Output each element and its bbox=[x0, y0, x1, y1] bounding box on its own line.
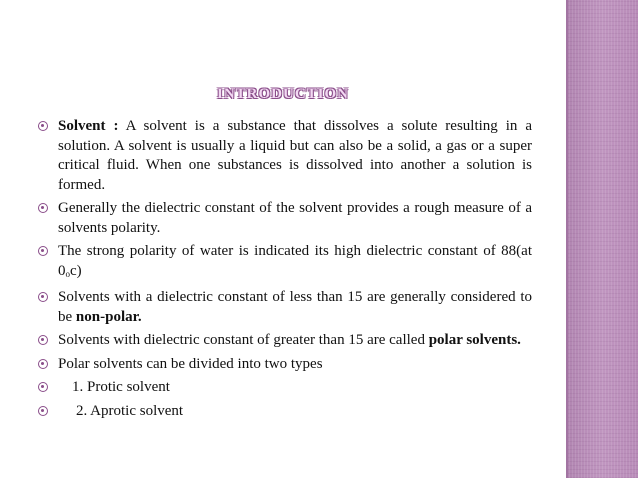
circle-bullet-icon bbox=[38, 335, 48, 345]
bullet-list bbox=[38, 117, 532, 425]
circle-bullet-icon bbox=[38, 203, 48, 213]
circle-bullet-icon bbox=[38, 246, 48, 256]
list-item-aprotic bbox=[38, 402, 532, 422]
bullet-body: Solvents with dielectric constant of greater than 15 are called bbox=[58, 332, 429, 348]
list-item-water-polarity bbox=[38, 242, 532, 284]
subscript-o: o bbox=[65, 268, 70, 279]
list-item-solvent-definition bbox=[38, 117, 532, 195]
circle-bullet-icon bbox=[38, 382, 48, 392]
list-item-polar-types bbox=[38, 355, 532, 375]
circle-bullet-icon bbox=[38, 406, 48, 416]
bullet-body-end: c) bbox=[70, 262, 82, 279]
bullet-text bbox=[58, 242, 532, 284]
list-item-non-polar bbox=[38, 288, 532, 327]
bullet-body: The strong polarity of water is indicated its high dielectric constant of 88(at 0 bbox=[58, 243, 532, 279]
circle-bullet-icon bbox=[38, 292, 48, 302]
decorative-side-band bbox=[566, 0, 638, 478]
bullet-text bbox=[58, 117, 532, 195]
bullet-text: 1. Protic solvent bbox=[72, 379, 170, 395]
bullet-body: Solvents with a dielectric constant of less than 15 are generally considered to be bbox=[58, 289, 532, 325]
bullet-emphasis: polar solvents. bbox=[428, 332, 521, 348]
circle-bullet-icon bbox=[38, 359, 48, 369]
bullet-emphasis: non-polar. bbox=[75, 308, 142, 325]
circle-bullet-icon bbox=[38, 121, 48, 131]
bullet-text bbox=[58, 288, 532, 327]
bullet-text: Polar solvents can be divided into two types bbox=[58, 355, 323, 372]
bullet-body: A solvent is a substance that dissolves a solute resulting in a solution. A solvent is usually a liquid but can also be a solid, a gas or a super critical fluid. When one substances is dissolved into another a solution is formed. bbox=[58, 118, 533, 193]
list-item-dielectric-constant bbox=[38, 199, 532, 238]
list-item-polar bbox=[38, 331, 532, 351]
bullet-text: Generally the dielectric constant of the solvent provides a rough measure of a solvents polarity. bbox=[58, 200, 532, 236]
bullet-text: 2. Aprotic solvent bbox=[76, 402, 184, 419]
slide-title: INTRODUCTION bbox=[216, 86, 349, 102]
bullet-text bbox=[58, 331, 532, 351]
list-item-protic bbox=[38, 378, 532, 398]
bullet-term: Solvent : bbox=[58, 118, 119, 134]
